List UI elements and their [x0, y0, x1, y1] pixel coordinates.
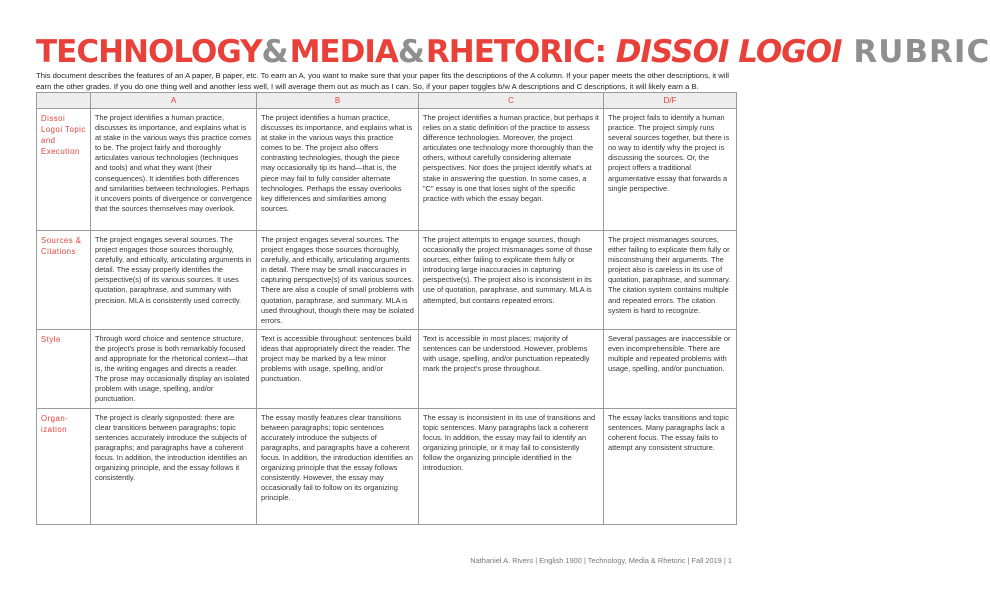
table-cell: The project identifies a human practice, discusses its importance, and explains what is at stake in the various ways this practice comes to be. The project also offers contrasting technologies, though the piece may occasionally tip its hand—that is, the piece may fail to fully consider alternate technologies. Perhaps the essay overlooks key differences and similarities among sources.	[257, 109, 419, 231]
page-footer: Nathaniel A. Rivers | English 1900 | Technology, Media & Rhetoric | Fall 2019 | 1	[470, 556, 732, 565]
table-cell: Text is accessible in most places; majority of sentences can be understood. However, problems with usage, spelling, and/or punctuation repeatedly mark the project's prose throughout.	[419, 329, 604, 408]
title-part-media: MEDIA	[289, 34, 398, 70]
header-row	[37, 93, 737, 109]
table-row	[37, 329, 737, 408]
title-part-rubric: RUBRIC	[841, 34, 990, 70]
table-cell: The project identifies a human practice, but perhaps it relies on a static definition of the practice to assess difference technologies. Moreover, the project articulates one technology more thoroughly than the others, without carefully considering alternate perspectives. Nor does the project identify what's at stake in answering the question. In some cases, a "C" essay is one that loses sight of the specific practice with which the essay began.	[419, 109, 604, 231]
table-cell: The essay mostly features clear transitions between paragraphs; topic sentences accurately introduce the subjects of paragraphs, and paragraphs have a coherent focus. In addition, the introduction identifies an organizing principle that the essay follows consistently. However, the essay may occasionally fail to follow on its organizing principle.	[257, 408, 419, 524]
table-cell: The project identifies a human practice, discusses its importance, and explains what is at stake in the various ways this practice comes to be. The project fairly and thoroughly articulates various technologies (techniques and tools) and what they want (their consequences). It identifies both differences and similarities between technologies. Perhaps it uncovers points of divergence or convergence that the sources themselves may overlook.	[91, 109, 257, 231]
title-ampersand-2: &	[397, 34, 426, 70]
table-cell: The project fails to identify a human practice. The project simply runs several sources together, but there is no way to identify why the project is discussing the sources. Or, the project offers a traditional argumentative essay that forwards a single perspective.	[604, 109, 737, 231]
title-ampersand-1: &	[261, 34, 290, 70]
page-title	[36, 34, 990, 70]
intro-paragraph: This document describes the features of an A paper, B paper, etc. To earn an A, you want to make sure that your paper fits the descriptions of the A column. If your paper meets the other descriptions, it will earn the other grades. If you do one thing well and another less well, I will average them out as much as I can. So, if your paper toggles b/w A descriptions and C descriptions, it will likely earn a B.	[36, 71, 729, 91]
table-row	[37, 109, 737, 231]
table-row	[37, 231, 737, 330]
header-criterion	[37, 93, 91, 109]
header-grade-a: A	[91, 93, 257, 109]
table-cell: Text is accessible throughout: sentences build ideas that appropriately direct the reader. The project may be marked by a few minor problems with usage, spelling, and/or punctuation.	[257, 329, 419, 408]
title-part-dissoi-logoi: DISSOI LOGOI	[615, 34, 842, 70]
table-cell: The project engages several sources. The project engages those sources thoroughly, carefully, and ethically, articulating arguments in detail. The essay properly identifies the perspective(s) of its various sources. It uses quotation, paraphrase, and summary with precision. MLA is consistently used correctly.	[91, 231, 257, 330]
table-cell: Several passages are inaccessible or even incomprehensible. There are multiple and repeated problems with usage, spelling, and/or punctuation.	[604, 329, 737, 408]
table-cell: The project is clearly signposted: there are clear transitions between paragraphs; topic sentences accurately introduce the subjects of paragraphs; and paragraphs have a coherent focus. In addition, the introduction identifies an organizing principle, and the essay follows it consistently.	[91, 408, 257, 524]
table-cell: The project engages several sources. The project engages those sources thoroughly, carefully, and ethically, articulating arguments in detail. There may be small inaccuracies in capturing perspective(s) of its various sources. There are also a couple of small problems with quotation, paraphrase, and summary. MLA is used throughout, though there may be isolated errors.	[257, 231, 419, 330]
table-cell: The project mismanages sources, either failing to explicate them fully or misconstruing their arguments. The project also is careless in its use of quotation, paraphrase, and summary. The citation system contains multiple and repeated errors. The citation system is hard to recognize.	[604, 231, 737, 330]
header-grade-c: C	[419, 93, 604, 109]
table-cell: The essay lacks transitions and topic sentences. Many paragraphs lack a coherent focus. The essay fails to attempt any consistent structure.	[604, 408, 737, 524]
criterion-label: Sources & Citations	[37, 231, 91, 330]
criterion-label: Organ-ization	[37, 408, 91, 524]
title-part-technology: TECHNOLOGY	[36, 34, 262, 70]
rubric-table	[36, 92, 737, 525]
table-cell: The project attempts to engage sources, though occasionally the project mismanages some of those sources, either failing to explicate them fully or introducing large inaccuracies in capturing perspective(s). The project also is inconsistent in its use of quotation, paraphrase, and summary. MLA is attempted, but contains repeated errors.	[419, 231, 604, 330]
table-cell: The essay is inconsistent in its use of transitions and topic sentences. Many paragraphs lack a coherent focus. In addition, the essay may fail to identify an organizing principle, or it may fail to consistently follow the organizing principle identified in the introduction.	[419, 408, 604, 524]
table-cell: Through word choice and sentence structure, the project's prose is both remarkably focused and appropriate for the rhetorical context—that is, the writing engages and directs a reader. The prose may occasionally display an isolated problem with usage, spelling, and/or punctuation.	[91, 329, 257, 408]
header-grade-df: D/F	[604, 93, 737, 109]
criterion-label: Style	[37, 329, 91, 408]
title-part-rhetoric: RHETORIC:	[425, 34, 616, 70]
criterion-label: Dissoi Logoi Topic and Execution	[37, 109, 91, 231]
table-row	[37, 408, 737, 524]
header-grade-b: B	[257, 93, 419, 109]
